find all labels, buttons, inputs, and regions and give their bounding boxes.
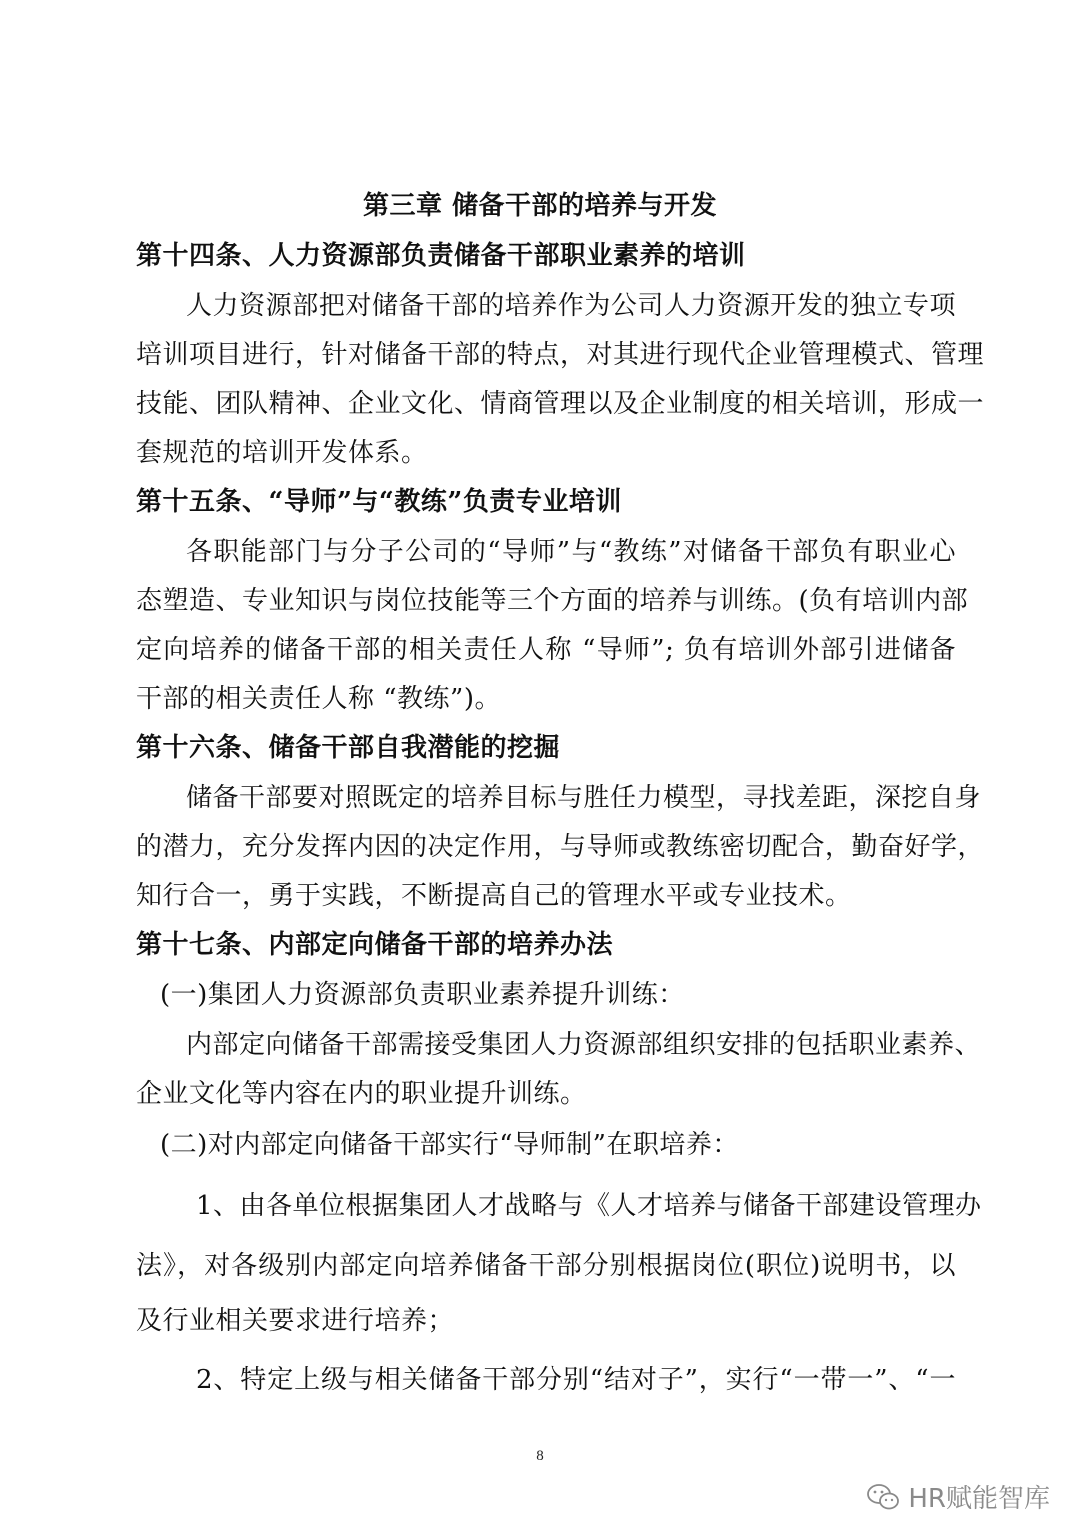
paragraph-line: 2、特定上级与相关储备干部分别“结对子”，实行“一带一”、“一 (196, 1365, 956, 1395)
paragraph-line: 套规范的培训开发体系。 (136, 438, 428, 468)
article-16-heading: 第十六条、储备干部自我潜能的挖掘 (136, 733, 561, 763)
paragraph-line: 法》，对各级别内部定向培养储备干部分别根据岗位(职位)说明书，以 (136, 1251, 956, 1281)
paragraph-line: (二)对内部定向储备干部实行“导师制”在职培养： (160, 1130, 739, 1160)
paragraph-line: 及行业相关要求进行培养； (136, 1306, 455, 1336)
paragraph-line: 态塑造、专业知识与岗位技能等三个方面的培养与训练。(负有培训内部 (136, 586, 969, 616)
article-14-heading: 第十四条、人力资源部负责储备干部职业素养的培训 (136, 241, 746, 271)
paragraph-line: 各职能部门与分子公司的“导师”与“教练”对储备干部负有职业心 (186, 537, 956, 567)
chapter-title: 第三章 储备干部的培养与开发 (362, 191, 718, 221)
paragraph-line: 培训项目进行，针对储备干部的特点，对其进行现代企业管理模式、管理 (136, 340, 985, 370)
paragraph-line: 定向培养的储备干部的相关责任人称 “导师”; 负有培训外部引进储备 (136, 635, 956, 665)
paragraph-line: (一)集团人力资源部负责职业素养提升训练： (160, 980, 685, 1010)
paragraph-line: 企业文化等内容在内的职业提升训练。 (136, 1079, 587, 1109)
article-15-heading: 第十五条、“导师”与“教练”负责专业培训 (136, 487, 622, 517)
paragraph-line: 知行合一，勇于实践，不断提高自己的管理水平或专业技术。 (136, 881, 852, 911)
paragraph-line: 1、由各单位根据集团人才战略与《人才培养与储备干部建设管理办 (196, 1191, 982, 1221)
article-17-heading: 第十七条、内部定向储备干部的培养办法 (136, 930, 614, 960)
paragraph-line: 技能、团队精神、企业文化、情商管理以及企业制度的相关培训，形成一 (136, 389, 985, 419)
paragraph-line: 的潜力，充分发挥内因的决定作用，与导师或教练密切配合，勤奋好学， (136, 832, 985, 862)
paragraph-line: 内部定向储备干部需接受集团人力资源部组织安排的包括职业素养、 (186, 1030, 982, 1060)
watermark (866, 1478, 1050, 1515)
page-number: 8 (536, 1448, 544, 1464)
wechat-icon (866, 1482, 900, 1512)
watermark-text: HR赋能智库 (908, 1484, 1050, 1514)
paragraph-line: 储备干部要对照既定的培养目标与胜任力模型，寻找差距，深挖自身 (186, 783, 982, 813)
paragraph-line: 人力资源部把对储备干部的培养作为公司人力资源开发的独立专项 (186, 291, 956, 321)
paragraph-line: 干部的相关责任人称 “教练”)。 (136, 684, 501, 714)
